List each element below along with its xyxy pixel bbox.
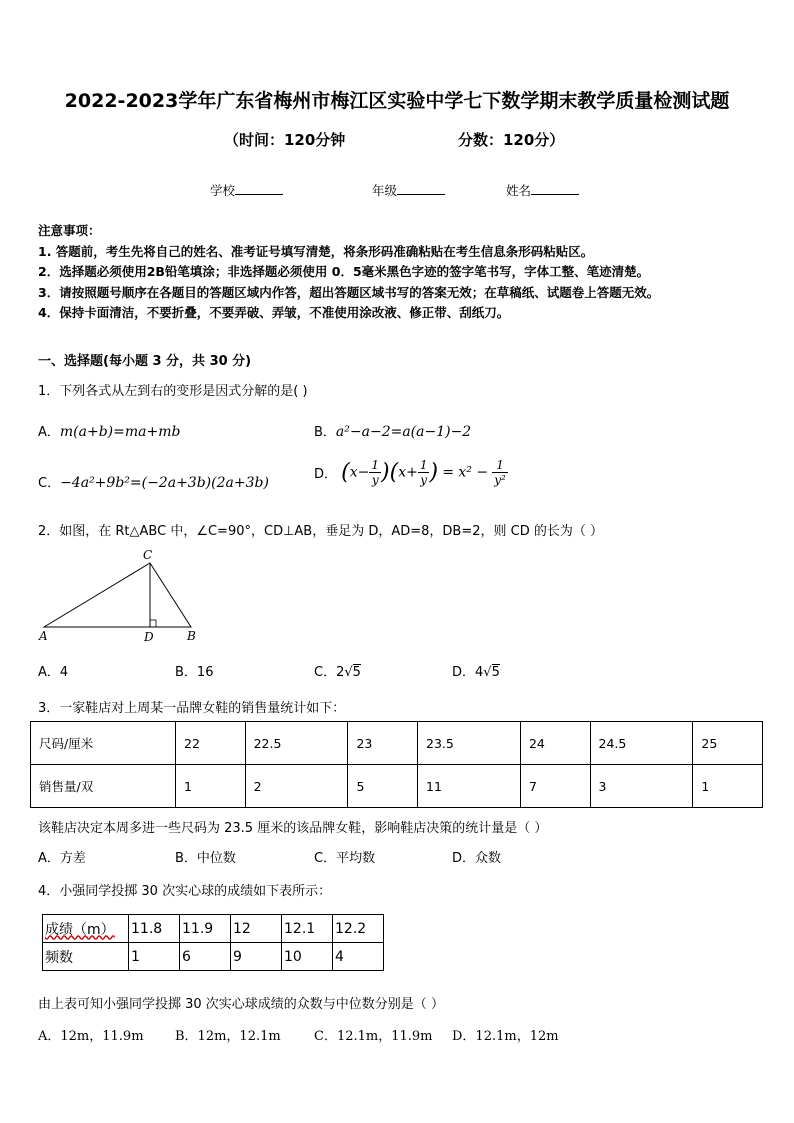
table-row xyxy=(43,943,384,971)
table-cell: 23 xyxy=(348,722,418,765)
q4-stem: 4．小强同学投掷 30 次实心球的成绩如下表所示： xyxy=(38,884,332,899)
table-cell: 4 xyxy=(333,943,384,971)
note-item: 1. 答题前，考生先将自己的姓名、准考证号填写清楚，将条形码准确粘贴在考生信息条形码粘贴区。 xyxy=(38,243,594,259)
q4-option-c[interactable]: C．12.1m，11.9m xyxy=(314,1029,433,1044)
throw-score-table xyxy=(42,914,384,971)
grade-blank[interactable] xyxy=(397,194,445,195)
table-cell: 23.5 xyxy=(418,722,521,765)
page-title: 2022-2023学年广东省梅州市梅江区实验中学七下数学期末教学质量检测试题 xyxy=(64,90,730,112)
exam-time: （时间：120分钟 xyxy=(224,131,346,149)
table-cell: 22.5 xyxy=(245,722,348,765)
fraction: $\frac{1}{y}$ xyxy=(371,458,380,487)
q4-option-a[interactable]: A．12m，11.9m xyxy=(38,1029,144,1044)
exam-score: 分数：120分） xyxy=(458,131,565,149)
table-cell: 12.1 xyxy=(282,915,333,943)
table-cell: 1 xyxy=(176,765,246,808)
q3-option-c[interactable]: C．平均数 xyxy=(314,851,376,866)
q2-option-c[interactable]: C．2√5 xyxy=(314,665,361,680)
q4-option-b[interactable]: B．12m，12.1m xyxy=(175,1029,281,1044)
table-cell: 25 xyxy=(693,722,763,765)
table-cell: 12 xyxy=(231,915,282,943)
table-cell: 9 xyxy=(231,943,282,971)
table-cell: 6 xyxy=(180,943,231,971)
q2-stem: 2．如图，在 Rt△ABC 中，∠C=90°，CD⊥AB，垂足为 D，AD=8，DB=2，则 CD 的长为（ ） xyxy=(38,524,603,539)
q1-option-a[interactable]: A．m(a+b)=ma+mb xyxy=(38,424,181,440)
q1-option-c[interactable]: C．−4a²+9b²=(−2a+3b)(2a+3b) xyxy=(38,475,269,491)
table-cell: 尺码/厘米 xyxy=(31,722,176,765)
name-field xyxy=(506,181,579,199)
table-cell: 11.8 xyxy=(129,915,180,943)
table-cell: 12.2 xyxy=(333,915,384,943)
table-cell: 11 xyxy=(418,765,521,808)
table-cell: 频数 xyxy=(43,943,129,971)
table-cell: 1 xyxy=(129,943,180,971)
q2-option-a[interactable]: A．4 xyxy=(38,665,69,680)
table-cell: 1 xyxy=(693,765,763,808)
fraction: $\frac{1}{y}$ xyxy=(419,458,428,487)
triangle-abc xyxy=(44,563,191,627)
table-row xyxy=(31,722,763,765)
q3-option-d[interactable]: D．众数 xyxy=(452,851,502,866)
shoe-sales-table xyxy=(30,721,763,808)
fraction: $\frac{1}{\text{y²}}$ xyxy=(494,458,506,487)
q1-option-b[interactable]: B．a²−a−2=a(a−1)−2 xyxy=(314,424,472,440)
q2-option-b[interactable]: B．16 xyxy=(175,665,214,680)
q3-stem: 3．一家鞋店对上周某一品牌女鞋的销售量统计如下： xyxy=(38,701,346,716)
q4-option-d[interactable]: D．12.1m，12m xyxy=(452,1029,559,1044)
table-cell: 22 xyxy=(176,722,246,765)
table-cell: 5 xyxy=(348,765,418,808)
q1-option-d[interactable]: D． (x− $\frac{1}{y}$ )(x+ $\frac{1}{y}$ ) = x² − $\frac{1}{\text{y²}}$ xyxy=(314,458,506,487)
name-blank[interactable] xyxy=(531,194,579,195)
table-cell: 10 xyxy=(282,943,333,971)
q3-option-b[interactable]: B．中位数 xyxy=(175,851,236,866)
school-label: 学校 xyxy=(210,183,236,198)
table-cell: 2 xyxy=(245,765,348,808)
q4-question: 由上表可知小强同学投掷 30 次实心球成绩的众数与中位数分别是（ ） xyxy=(38,997,444,1012)
notes-heading: 注意事项： xyxy=(38,223,101,238)
table-cell: 7 xyxy=(520,765,590,808)
q3-option-a[interactable]: A．方差 xyxy=(38,851,86,866)
vertex-label-d: D xyxy=(144,630,154,644)
vertex-label-c: C xyxy=(143,548,153,562)
table-cell: 销售量/双 xyxy=(31,765,176,808)
q2-option-d[interactable]: D．4√5 xyxy=(452,665,500,680)
name-label: 姓名 xyxy=(506,183,532,198)
school-blank[interactable] xyxy=(235,194,283,195)
vertex-label-b: B xyxy=(187,629,196,643)
school-field xyxy=(210,181,283,199)
vertex-label-a: A xyxy=(39,629,48,643)
right-angle-mark xyxy=(150,620,156,627)
notes-block xyxy=(38,221,778,324)
q3-question: 该鞋店决定本周多进一些尺码为 23.5 厘米的该品牌女鞋，影响鞋店决策的统计量是（ ） xyxy=(38,821,548,836)
note-item: 3．请按照题号顺序在各题目的答题区域内作答，超出答题区域书写的答案无效；在草稿纸、试题卷上答题无效。 xyxy=(38,284,660,300)
section-heading: 一、选择题(每小题 3 分，共 30 分) xyxy=(38,354,252,369)
table-row xyxy=(43,915,384,943)
table-cell: 24 xyxy=(520,722,590,765)
table-cell: 11.9 xyxy=(180,915,231,943)
note-item: 4．保持卡面清洁，不要折叠，不要弄破、弄皱，不准使用涂改液、修正带、刮纸刀。 xyxy=(38,305,510,320)
note-item: 2．选择题必须使用2B铅笔填涂；非选择题必须使用 0．5毫米黑色字迹的签字笔书写，字体工整、笔迹清楚。 xyxy=(38,264,650,279)
grade-label: 年级 xyxy=(372,183,398,198)
table-cell: 成绩（m） xyxy=(43,915,129,943)
table-cell: 3 xyxy=(590,765,693,808)
table-cell: 24.5 xyxy=(590,722,693,765)
q1-stem: 1．下列各式从左到右的变形是因式分解的是( ) xyxy=(38,384,308,399)
table-row xyxy=(31,765,763,808)
grade-field xyxy=(372,181,445,199)
triangle-figure xyxy=(36,545,206,645)
